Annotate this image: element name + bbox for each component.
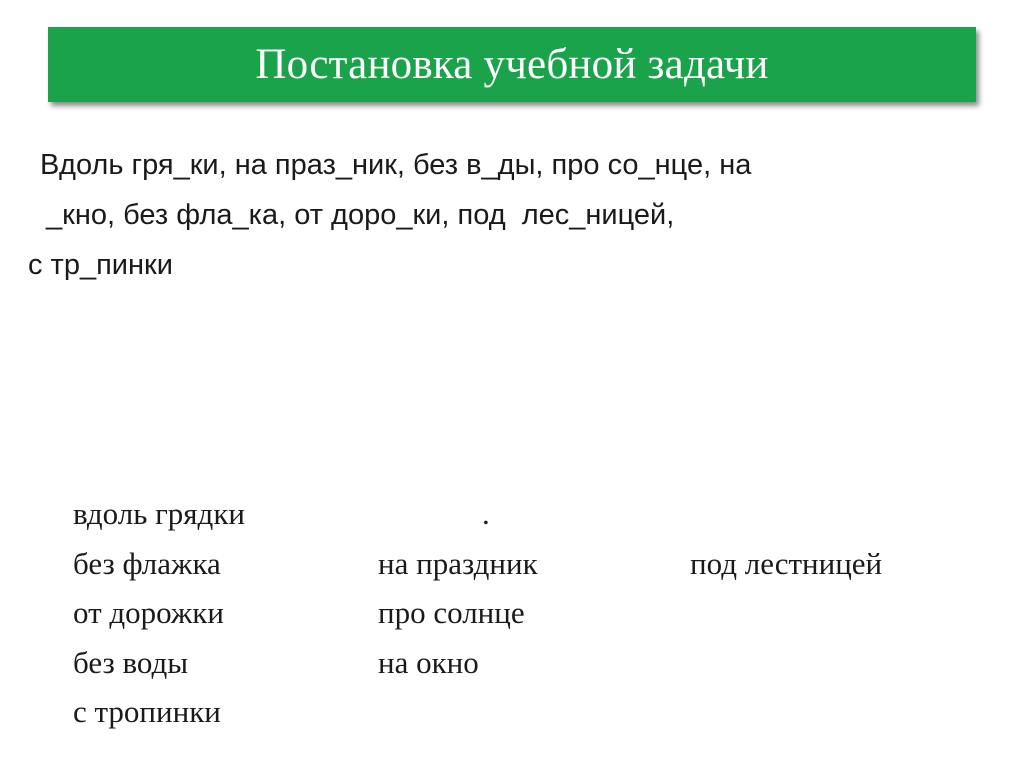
answer-item: про солнце [378,595,525,630]
answers-column-3 [690,489,882,737]
exercise-line: Вдоль гря_ки, на праз_ник, без в_ды, про со_нце, на [40,149,752,181]
answer-item [690,687,882,737]
answers-column-2 [378,489,538,737]
answer-item: без воды [73,644,189,680]
stray-dot: . [482,496,490,531]
answer-item: под лестницей [690,545,883,581]
answers-column-1 [73,489,245,737]
answer-item: вдоль грядки [73,496,245,531]
answer-item [378,489,538,539]
answer-item [690,638,882,688]
exercise-line: _кно, без фла_ка, от доро_ки, под лес_ницей, [38,199,675,231]
answer-item [690,489,882,539]
answer-item [378,687,538,737]
slide-title: Постановка учебной задачи [255,41,769,88]
answer-item: на окно [378,644,479,680]
answer-item: с тропинки [73,694,221,729]
exercise-line: с тр_пинки [28,249,173,281]
answer-item: без флажка [73,545,221,581]
exercise-text [28,140,988,290]
answer-item: на праздник [378,545,538,581]
answer-item: от дорожки [73,595,224,630]
answer-item [690,588,882,638]
title-banner [48,27,976,102]
